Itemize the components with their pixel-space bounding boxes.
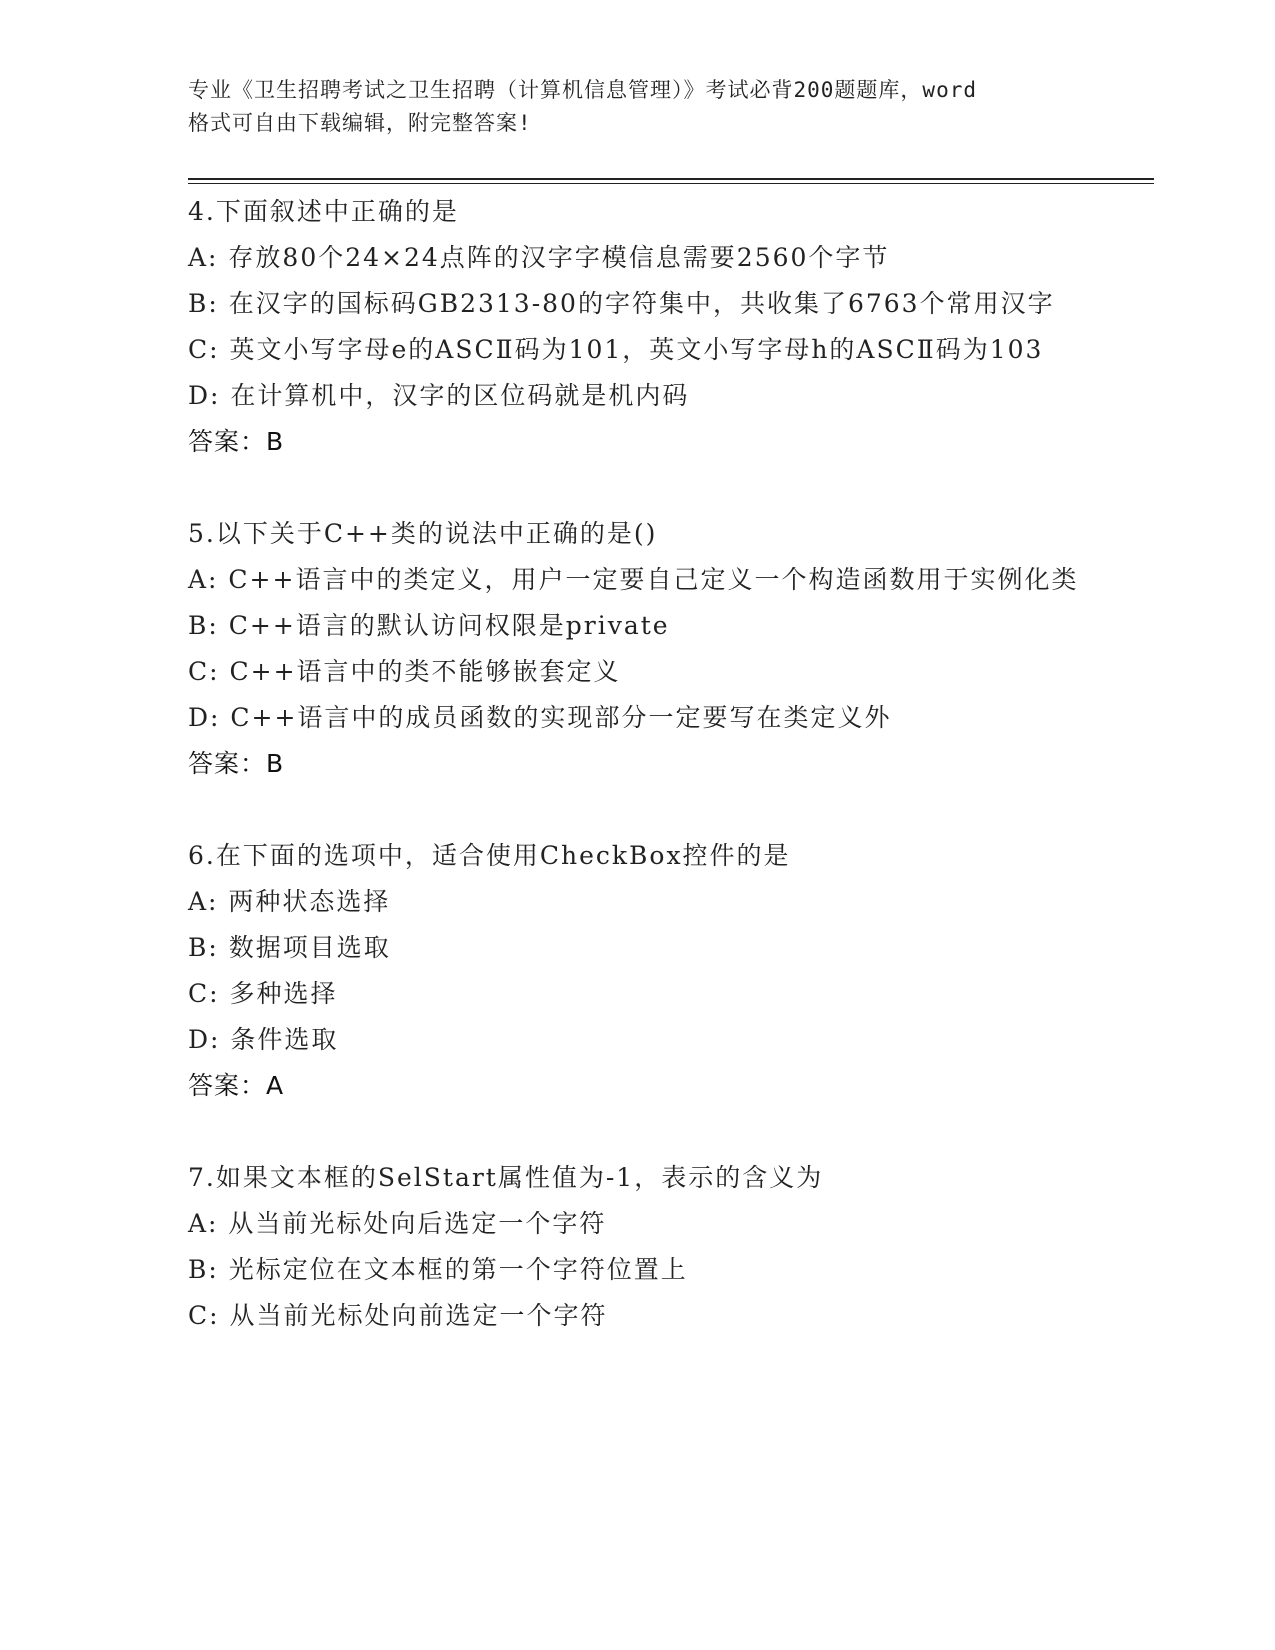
option-a: A: 两种状态选择: [188, 887, 391, 916]
question-stem: 5.以下关于C++类的说法中正确的是(): [188, 519, 658, 548]
option-c: C: 英文小写字母e的ASCⅡ码为101，英文小写字母h的ASCⅡ码为103: [188, 335, 1044, 364]
option-d: D: C++语言中的成员函数的实现部分一定要写在类定义外: [188, 703, 892, 732]
question-stem: 6.在下面的选项中，适合使用CheckBox控件的是: [188, 841, 791, 870]
answer-label: 答案：B: [188, 749, 285, 778]
option-b: B: C++语言的默认访问权限是private: [188, 611, 670, 640]
option-c: C: 多种选择: [188, 979, 338, 1008]
answer-label: 答案：B: [188, 427, 285, 456]
option-b: B: 光标定位在文本框的第一个字符位置上: [188, 1255, 688, 1284]
header-divider-thin: [188, 183, 1154, 184]
answer-label: 答案：A: [188, 1071, 285, 1100]
document-header: [188, 74, 1088, 140]
option-d: D: 在计算机中，汉字的区位码就是机内码: [188, 381, 690, 410]
question-stem: 7.如果文本框的SelStart属性值为-1，表示的含义为: [188, 1163, 824, 1192]
option-b: B: 在汉字的国标码GB2313-80的字符集中，共收集了6763个常用汉字: [188, 289, 1055, 318]
header-title-line-1: 专业《卫生招聘考试之卫生招聘（计算机信息管理）》考试必背200题题库，word: [188, 78, 977, 102]
question-5: [188, 511, 1088, 787]
option-a: A: 存放80个24×24点阵的汉字字模信息需要2560个字节: [188, 243, 890, 272]
option-d: D: 条件选取: [188, 1025, 339, 1054]
question-stem: 4.下面叙述中正确的是: [188, 197, 459, 226]
header-title-line-2: 格式可自由下载编辑，附完整答案!: [188, 111, 532, 135]
header-divider-thick: [188, 178, 1154, 180]
question-list: [188, 189, 1088, 1385]
question-7: [188, 1155, 1088, 1339]
option-a: A: C++语言中的类定义，用户一定要自己定义一个构造函数用于实例化类: [188, 565, 1079, 594]
option-c: C: C++语言中的类不能够嵌套定义: [188, 657, 621, 686]
option-a: A: 从当前光标处向后选定一个字符: [188, 1209, 607, 1238]
question-6: [188, 833, 1088, 1109]
option-c: C: 从当前光标处向前选定一个字符: [188, 1301, 608, 1330]
option-b: B: 数据项目选取: [188, 933, 391, 962]
question-4: [188, 189, 1088, 465]
